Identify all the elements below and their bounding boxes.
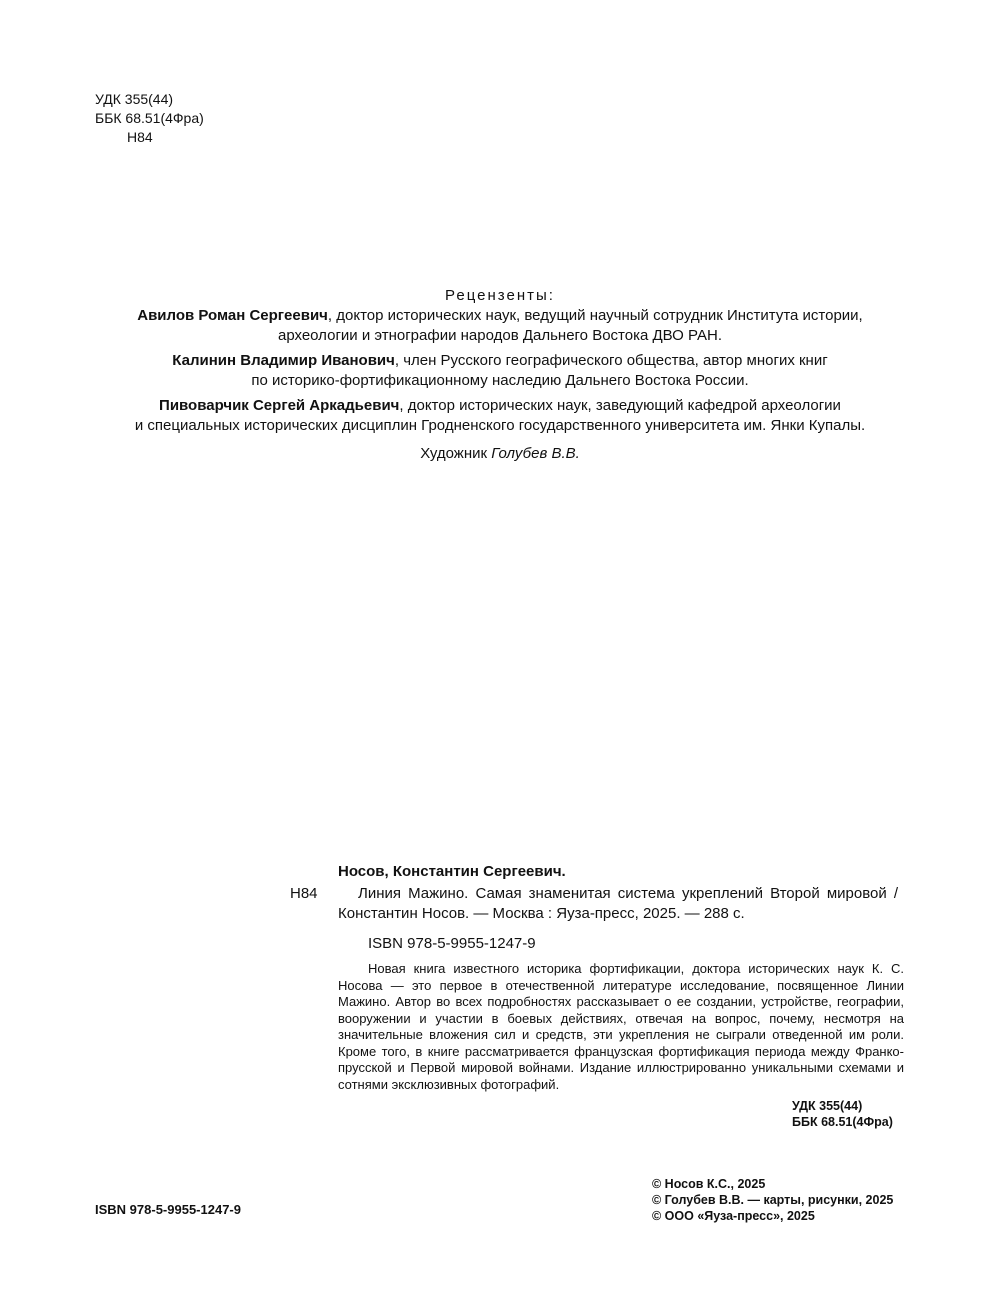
reviewer-name: Авилов Роман Сергеевич [137, 307, 328, 324]
bbk-code: ББК 68.51(4Фра) [95, 110, 204, 126]
copyright-publisher: © ООО «Яуза-пресс», 2025 [652, 1209, 815, 1223]
reviewer-desc: , доктор исторических наук, заведующий кафедрой археологии [399, 397, 841, 414]
book-annotation: Новая книга известного историка фортификации, доктора исторических наук К. С. Носова — это первое в отечественной литературе исследование, посвященное Линии Мажино. Автор во всех подробностях рассказывает о ее создании, устройстве, географии, вооружении и участии в боевых действиях, отвечая на вопрос, почему, несмотря на значительные вложения сил и средств, эти укрепления не сыграли отведенной им роли. Кроме того, в книге рассматривается французская фортификация периода между Франко-прусской и Первой мировой войнами. Издание иллюстрированно уникальными схемами и сотнями эксклюзивных фотографий. [338, 961, 904, 1092]
reviewer-desc-cont: по историко-фортификационному наследию Дальнего Востока России. [251, 372, 749, 389]
reviewers-section [80, 286, 920, 464]
reviewer-pivovarchik [80, 396, 920, 436]
catalog-isbn: ISBN 978-5-9955-1247-9 [368, 935, 536, 952]
catalog-bbk: ББК 68.51(4Фра) [792, 1115, 893, 1129]
copyright-author: © Носов К.С., 2025 [652, 1177, 766, 1191]
reviewer-name: Калинин Владимир Иванович [172, 352, 395, 369]
artist-name: Голубев В.В. [491, 445, 580, 462]
reviewer-desc: , член Русского географического общества, автор многих книг [394, 352, 828, 369]
catalog-author: Носов, Константин Сергеевич. [338, 863, 566, 880]
catalog-classification [792, 1098, 893, 1130]
classification-block [95, 90, 204, 147]
reviewer-name: Пивоварчик Сергей Аркадьевич [159, 397, 400, 414]
catalog-title: Линия Мажино. Самая знаменитая система укреплений Второй мировой / Константин Носов. — Москва : Яуза-пресс, 2025. — 288 с. [338, 885, 898, 922]
copyright-artist: © Голубев В.В. — карты, рисунки, 2025 [652, 1193, 894, 1207]
isbn-bottom: ISBN 978-5-9955-1247-9 [95, 1202, 241, 1217]
artist-credit [80, 444, 920, 464]
udk-code: УДК 355(44) [95, 91, 174, 107]
reviewer-avilov [80, 306, 920, 346]
catalog-code: Н84 [290, 885, 318, 902]
catalog-udk: УДК 355(44) [792, 1099, 863, 1113]
artist-label: Художник [420, 445, 492, 462]
reviewer-kalinin [80, 351, 920, 391]
reviewer-desc-cont: и специальных исторических дисциплин Гродненского государственного университета им. Янки Купалы. [134, 417, 866, 434]
reviewer-desc: , доктор исторических наук, ведущий научный сотрудник Института истории, [327, 307, 863, 324]
reviewers-heading: Рецензенты: [445, 287, 555, 304]
reviewer-desc-cont: археологии и этнографии народов Дальнего Востока ДВО РАН. [277, 327, 722, 344]
copyright-block [652, 1176, 893, 1224]
author-code: Н84 [127, 129, 153, 145]
